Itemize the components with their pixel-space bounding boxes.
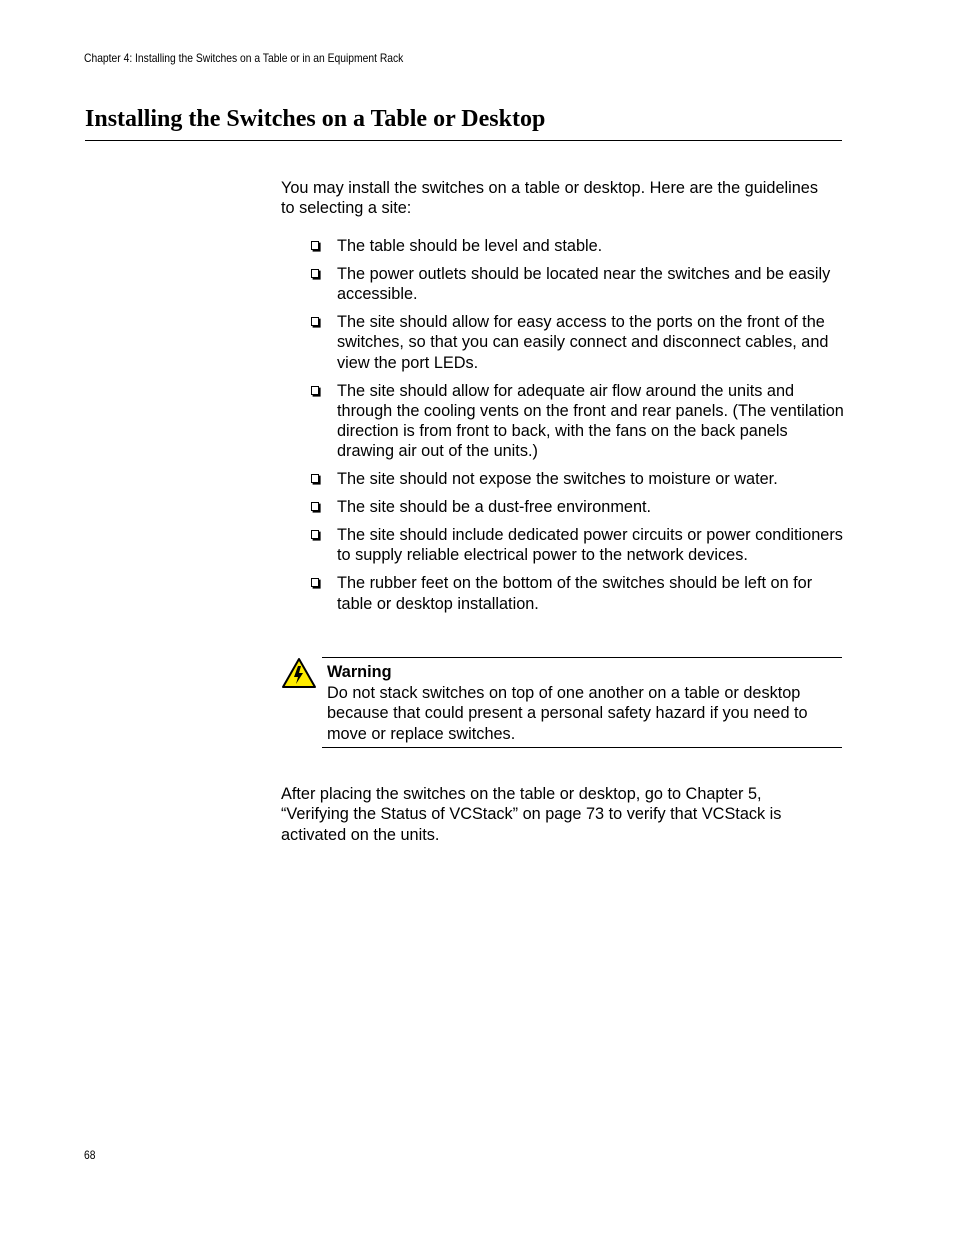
square-bullet-icon — [311, 241, 319, 250]
intro-paragraph: You may install the switches on a table or desktop. Here are the guidelines to selecting a site: — [281, 179, 818, 218]
list-item — [309, 573, 844, 614]
square-bullet-icon — [311, 386, 319, 395]
square-bullet-icon — [311, 317, 319, 326]
list-item — [309, 525, 844, 566]
list-item-text: The site should be a dust-free environment. — [337, 498, 652, 517]
page-number: 68 — [84, 1148, 96, 1162]
warning-title: Warning — [327, 663, 392, 681]
list-item-text: The site should not expose the switches to moisture or water. — [337, 470, 778, 489]
running-header: Chapter 4: Installing the Switches on a Table or in an Equipment Rack — [84, 51, 404, 65]
electrical-hazard-icon — [281, 657, 317, 689]
list-item — [309, 381, 844, 462]
site-guidelines-list — [309, 236, 844, 622]
warning-box — [322, 657, 842, 748]
list-item — [309, 264, 844, 305]
title-rule — [85, 140, 842, 141]
list-item-text: The table should be level and stable. — [337, 237, 603, 255]
list-item — [309, 312, 844, 373]
section-title: Installing the Switches on a Table or Desktop — [85, 106, 546, 132]
list-item-text: The power outlets should be located near the switches and be easily accessible. — [337, 264, 831, 304]
list-item-text: The rubber feet on the bottom of the switches should be left on for table or desktop installation. — [337, 574, 813, 613]
list-item — [309, 469, 844, 489]
list-item — [309, 236, 844, 256]
list-item — [309, 497, 844, 517]
list-item-text: The site should allow for easy access to the ports on the front of the switches, so that you can easily connect and disconnect cables, and view the port LEDs. — [337, 313, 829, 372]
square-bullet-icon — [311, 502, 319, 511]
square-bullet-icon — [311, 578, 319, 587]
square-bullet-icon — [311, 474, 319, 483]
list-item-text: The site should include dedicated power circuits or power conditioners to supply reliable electrical power to the network devices. — [337, 526, 843, 565]
square-bullet-icon — [311, 530, 319, 539]
closing-paragraph: After placing the switches on the table or desktop, go to Chapter 5, “Verifying the Status of VCStack” on page 73 to verify that VCStack is activated on the units. — [281, 785, 782, 844]
warning-text: Do not stack switches on top of one another on a table or desktop because that could present a personal safety hazard if you need to move or replace switches. — [327, 684, 808, 743]
list-item-text: The site should allow for adequate air flow around the units and through the cooling vents on the front and rear panels. (The ventilation direction is from front to back, with the fans on the back panels drawing air out of the units.) — [337, 381, 844, 461]
square-bullet-icon — [311, 269, 319, 278]
